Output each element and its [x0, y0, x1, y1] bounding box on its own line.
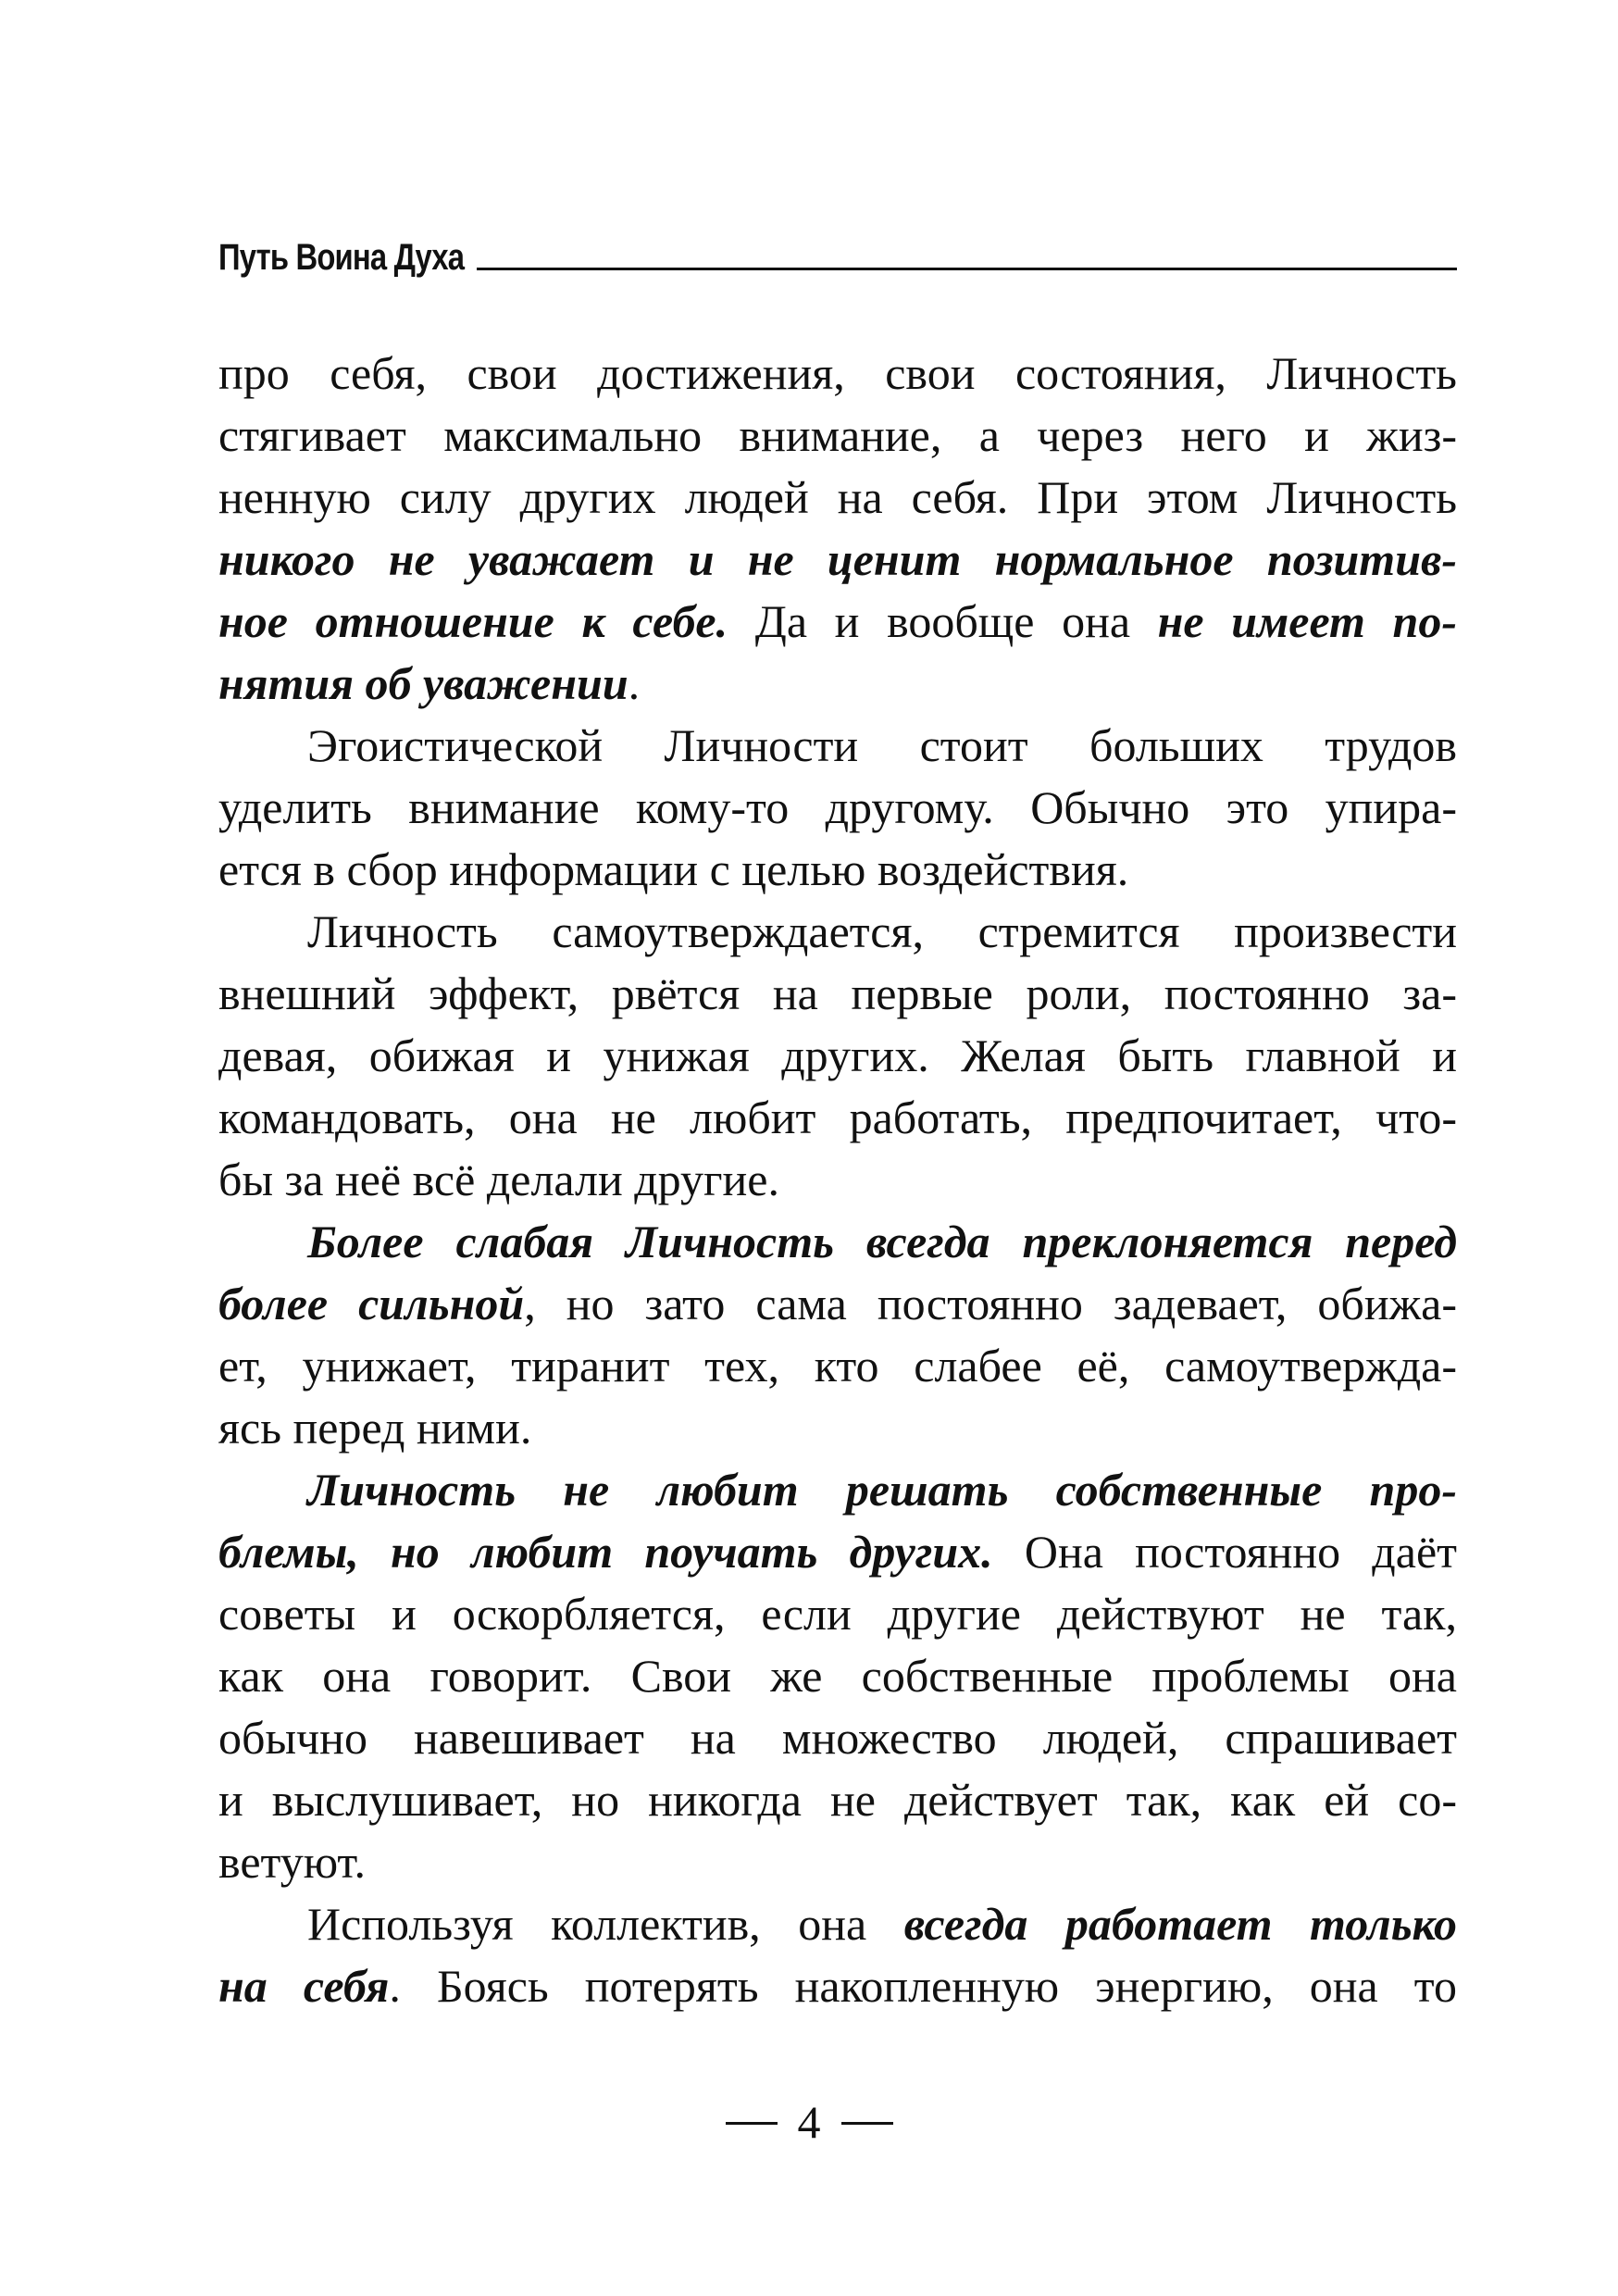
text-run: советы и оскорбляется, если другие действуют не так, — [218, 1588, 1457, 1640]
text-line — [218, 715, 1457, 777]
text-run: . — [628, 657, 641, 709]
text-run: ет, унижает, тиранит тех, кто слабее её, самоутвержда- — [218, 1340, 1457, 1391]
text-line — [218, 1397, 1457, 1459]
text-line — [218, 1583, 1457, 1645]
text-line — [218, 1645, 1457, 1707]
text-line — [218, 343, 1457, 405]
text-line — [218, 1211, 1457, 1273]
text-line — [218, 591, 1457, 653]
text-run: Используя коллектив, она — [307, 1898, 904, 1950]
text-run: ветуют. — [218, 1836, 366, 1888]
text-run: ясь перед ними. — [218, 1402, 532, 1454]
page-number-dash-right — [841, 2122, 893, 2125]
text-line — [218, 1149, 1457, 1211]
text-run: про себя, свои достижения, свои состояния, Личность — [218, 347, 1457, 399]
text-run: уделить внимание кому-то другому. Обычно это упира- — [218, 781, 1457, 833]
text-run: Эгоистической Личности стоит больших трудов — [307, 719, 1457, 771]
text-line — [218, 1087, 1457, 1149]
text-line — [218, 901, 1457, 963]
running-header — [218, 220, 1457, 276]
text-line — [218, 963, 1457, 1025]
page-number: 4 — [797, 2096, 821, 2148]
text-run: Она постоянно даёт — [992, 1526, 1457, 1578]
text-run: как она говорит. Свои же собственные проблемы она — [218, 1650, 1457, 1702]
emphasized-text: не имеет по- — [1157, 595, 1458, 647]
emphasized-text: на себя — [218, 1960, 390, 2012]
text-run: . Боясь потерять накопленную энергию, она то — [389, 1960, 1457, 2012]
page-footer — [0, 2094, 1618, 2150]
text-line — [218, 529, 1457, 591]
emphasized-text: Более слабая Личность всегда преклоняется перед — [307, 1216, 1457, 1267]
text-run: и выслушивает, но никогда не действует так, как ей со- — [218, 1774, 1457, 1826]
text-line — [218, 777, 1457, 839]
text-line — [218, 1769, 1457, 1831]
text-line — [218, 1459, 1457, 1521]
text-run: стягивает максимально внимание, а через него и жиз- — [218, 409, 1457, 461]
text-line — [218, 1521, 1457, 1583]
text-run: девая, обижая и унижая других. Желая быть главной и — [218, 1029, 1457, 1081]
text-run: бы за неё всё делали другие. — [218, 1154, 779, 1205]
header-rule — [477, 268, 1457, 270]
page-number-dash-left — [726, 2122, 778, 2125]
text-line — [218, 839, 1457, 901]
body-text — [218, 343, 1457, 2017]
text-line — [218, 1707, 1457, 1769]
text-run: внешний эффект, рвётся на первые роли, постоянно за- — [218, 967, 1457, 1019]
text-run: ется в сбор информации с целью воздействия. — [218, 843, 1129, 895]
text-line — [218, 1831, 1457, 1893]
text-line — [218, 1273, 1457, 1335]
emphasized-text: ное отношение к себе. — [218, 595, 728, 647]
text-run: обычно навешивает на множество людей, спрашивает — [218, 1712, 1457, 1764]
text-line — [218, 1335, 1457, 1397]
emphasized-text: никого не уважает и не ценит нормальное позитив- — [218, 533, 1457, 585]
emphasized-text: блемы, но любит поучать других. — [218, 1526, 993, 1578]
text-run: , но зато сама постоянно задевает, обижа- — [524, 1278, 1457, 1329]
text-line — [218, 467, 1457, 529]
text-run: Да и вообще она — [728, 595, 1158, 647]
text-run: командовать, она не любит работать, предпочитает, что- — [218, 1092, 1457, 1143]
text-line — [218, 405, 1457, 467]
text-run: ненную силу других людей на себя. При этом Личность — [218, 471, 1457, 523]
text-line — [218, 1893, 1457, 1955]
emphasized-text: нятия об уважении — [218, 657, 629, 709]
emphasized-text: более сильной — [218, 1278, 525, 1329]
emphasized-text: Личность не любит решать собственные про- — [307, 1464, 1457, 1516]
text-run: Личность самоутверждается, стремится произвести — [307, 905, 1457, 957]
text-line — [218, 1025, 1457, 1087]
text-line — [218, 1955, 1457, 2017]
running-header-title: Путь Воина Духа — [218, 237, 465, 278]
emphasized-text: всегда работает только — [903, 1898, 1457, 1950]
text-line — [218, 653, 1457, 715]
